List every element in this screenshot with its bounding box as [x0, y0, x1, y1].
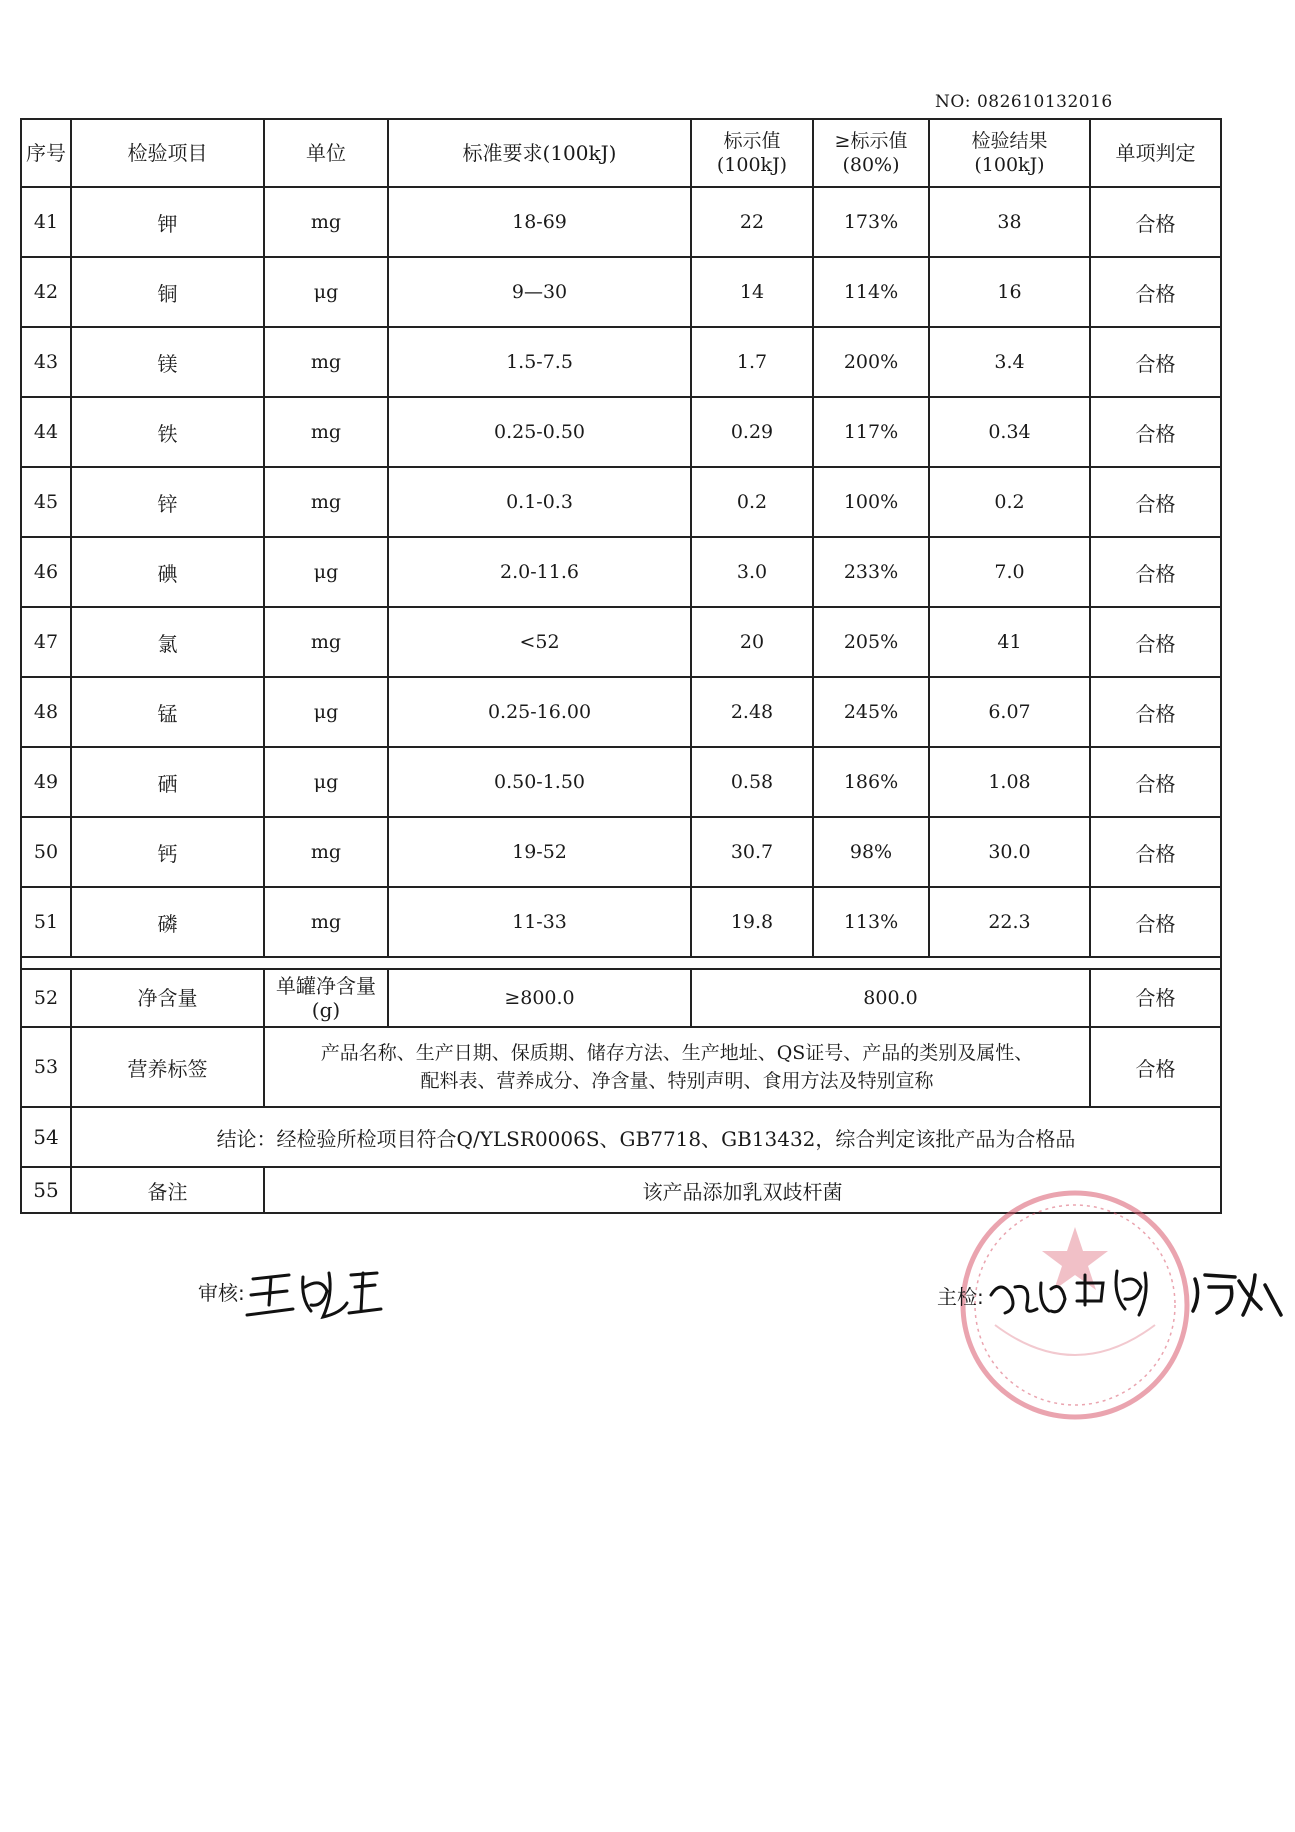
cell-standard: 2.0-11.6 — [388, 537, 691, 607]
table-row — [21, 887, 1221, 957]
cell-seq: 44 — [21, 397, 71, 467]
cell-standard: <52 — [388, 607, 691, 677]
cell-seq: 43 — [21, 327, 71, 397]
gap-cell — [21, 957, 1221, 969]
cell-unit: mg — [264, 887, 388, 957]
table-row — [21, 397, 1221, 467]
cell-label-value: 1.7 — [691, 327, 813, 397]
cell-judgement: 合格 — [1090, 747, 1221, 817]
cell-judgement: 合格 — [1090, 537, 1221, 607]
cell-ratio: 114% — [813, 257, 929, 327]
cell-label-value: 0.2 — [691, 467, 813, 537]
cell-item: 碘 — [71, 537, 264, 607]
nutrition-label-line1: 产品名称、生产日期、保质期、储存方法、生产地址、QS证号、产品的类别及属性、 — [320, 1042, 1034, 1064]
cell-standard: 0.25-16.00 — [388, 677, 691, 747]
cell-result: 16 — [929, 257, 1090, 327]
cell-standard: 9—30 — [388, 257, 691, 327]
cell-label-value: 0.29 — [691, 397, 813, 467]
header-seq: 序号 — [21, 119, 71, 187]
nutrition-label-item: 营养标签 — [71, 1027, 264, 1107]
conclusion-text: 结论：经检验所检项目符合Q/YLSR0006S、GB7718、GB13432，综合判定该批产品为合格品 — [71, 1107, 1221, 1167]
cell-ratio: 117% — [813, 397, 929, 467]
conclusion-row — [21, 1107, 1221, 1167]
cell-ratio: 173% — [813, 187, 929, 257]
cell-unit: mg — [264, 817, 388, 887]
nutrition-label-row — [21, 1027, 1221, 1107]
cell-seq: 48 — [21, 677, 71, 747]
header-label-value — [691, 119, 813, 187]
cell-unit: mg — [264, 467, 388, 537]
cell-label-value: 30.7 — [691, 817, 813, 887]
cell-unit: mg — [264, 327, 388, 397]
table-row — [21, 327, 1221, 397]
cell-judgement: 合格 — [1090, 397, 1221, 467]
cell-unit: μg — [264, 677, 388, 747]
cell-result: 6.07 — [929, 677, 1090, 747]
cell-judgement: 合格 — [1090, 327, 1221, 397]
nutrition-label-seq: 53 — [21, 1027, 71, 1107]
cell-label-value: 14 — [691, 257, 813, 327]
cell-item: 铁 — [71, 397, 264, 467]
header-item: 检验项目 — [71, 119, 264, 187]
cell-label-value: 22 — [691, 187, 813, 257]
cell-result: 41 — [929, 607, 1090, 677]
cell-item: 铜 — [71, 257, 264, 327]
cell-judgement: 合格 — [1090, 817, 1221, 887]
header-label-value-line1: 标示值 — [723, 130, 781, 152]
header-unit: 单位 — [264, 119, 388, 187]
header-result — [929, 119, 1090, 187]
cell-result: 22.3 — [929, 887, 1090, 957]
cell-judgement: 合格 — [1090, 677, 1221, 747]
table-row — [21, 187, 1221, 257]
cell-standard: 18-69 — [388, 187, 691, 257]
reviewer-signature — [245, 1265, 385, 1325]
remark-label: 备注 — [71, 1167, 264, 1213]
cell-ratio: 186% — [813, 747, 929, 817]
cell-standard: 0.50-1.50 — [388, 747, 691, 817]
cell-label-value: 2.48 — [691, 677, 813, 747]
cell-result: 30.0 — [929, 817, 1090, 887]
remark-seq: 55 — [21, 1167, 71, 1213]
cell-standard: 0.25-0.50 — [388, 397, 691, 467]
header-judgement: 单项判定 — [1090, 119, 1221, 187]
cell-judgement: 合格 — [1090, 257, 1221, 327]
cell-unit: μg — [264, 257, 388, 327]
signature-area — [0, 1265, 1295, 1405]
cell-result: 0.34 — [929, 397, 1090, 467]
cell-item: 硒 — [71, 747, 264, 817]
header-label-value-line2: (100kJ) — [716, 154, 788, 176]
header-standard: 标准要求(100kJ) — [388, 119, 691, 187]
cell-ratio: 233% — [813, 537, 929, 607]
cell-result: 3.4 — [929, 327, 1090, 397]
cell-seq: 46 — [21, 537, 71, 607]
cell-standard: 11-33 — [388, 887, 691, 957]
review-label: 审核: — [198, 1281, 245, 1305]
table-row — [21, 257, 1221, 327]
cell-item: 氯 — [71, 607, 264, 677]
net-content-unit — [264, 969, 388, 1027]
cell-seq: 41 — [21, 187, 71, 257]
inspection-table — [20, 118, 1222, 1214]
cell-judgement: 合格 — [1090, 607, 1221, 677]
cell-item: 锌 — [71, 467, 264, 537]
table-gap-row — [21, 957, 1221, 969]
table-row — [21, 817, 1221, 887]
cell-ratio: 245% — [813, 677, 929, 747]
cell-item: 钾 — [71, 187, 264, 257]
cell-unit: mg — [264, 397, 388, 467]
table-row — [21, 607, 1221, 677]
cell-item: 磷 — [71, 887, 264, 957]
header-result-line1: 检验结果 — [971, 130, 1048, 152]
cell-item: 镁 — [71, 327, 264, 397]
table-row — [21, 467, 1221, 537]
cell-standard: 1.5-7.5 — [388, 327, 691, 397]
report-number: NO: 082610132016 — [935, 92, 1113, 112]
net-content-row — [21, 969, 1221, 1027]
net-content-unit-line1: 单罐净含量 — [276, 974, 376, 998]
cell-result: 1.08 — [929, 747, 1090, 817]
cell-judgement: 合格 — [1090, 187, 1221, 257]
cell-label-value: 19.8 — [691, 887, 813, 957]
header-result-line2: (100kJ) — [974, 154, 1045, 176]
cell-seq: 50 — [21, 817, 71, 887]
net-content-standard: ≥800.0 — [388, 969, 691, 1027]
cell-unit: mg — [264, 607, 388, 677]
cell-seq: 45 — [21, 467, 71, 537]
cell-ratio: 200% — [813, 327, 929, 397]
header-ratio — [813, 119, 929, 187]
cell-seq: 47 — [21, 607, 71, 677]
cell-item: 锰 — [71, 677, 264, 747]
net-content-judgement: 合格 — [1090, 969, 1221, 1027]
cell-label-value: 20 — [691, 607, 813, 677]
cell-seq: 49 — [21, 747, 71, 817]
cell-judgement: 合格 — [1090, 887, 1221, 957]
cell-seq: 51 — [21, 887, 71, 957]
cell-standard: 19-52 — [388, 817, 691, 887]
chief-inspector-signatures — [985, 1265, 1285, 1325]
cell-standard: 0.1-0.3 — [388, 467, 691, 537]
net-content-result: 800.0 — [691, 969, 1090, 1027]
chief-inspector-label: 主检: — [937, 1285, 984, 1309]
cell-ratio: 100% — [813, 467, 929, 537]
cell-result: 7.0 — [929, 537, 1090, 607]
cell-seq: 42 — [21, 257, 71, 327]
table-row — [21, 537, 1221, 607]
remark-text: 该产品添加乳双歧杆菌 — [264, 1167, 1221, 1213]
cell-item: 钙 — [71, 817, 264, 887]
cell-label-value: 3.0 — [691, 537, 813, 607]
cell-unit: μg — [264, 747, 388, 817]
cell-label-value: 0.58 — [691, 747, 813, 817]
net-content-item: 净含量 — [71, 969, 264, 1027]
conclusion-seq: 54 — [21, 1107, 71, 1167]
cell-ratio: 205% — [813, 607, 929, 677]
nutrition-label-requirements — [264, 1027, 1090, 1107]
cell-unit: μg — [264, 537, 388, 607]
cell-result: 38 — [929, 187, 1090, 257]
cell-unit: mg — [264, 187, 388, 257]
cell-result: 0.2 — [929, 467, 1090, 537]
nutrition-label-line2: 配料表、营养成分、净含量、特别声明、食用方法及特别宣称 — [420, 1070, 934, 1092]
net-content-unit-line2: (g) — [311, 998, 341, 1022]
cell-ratio: 98% — [813, 817, 929, 887]
table-row — [21, 747, 1221, 817]
table-header-row — [21, 119, 1221, 187]
header-ratio-line2: (80%) — [842, 154, 900, 176]
net-content-seq: 52 — [21, 969, 71, 1027]
header-ratio-line1: ≥标示值 — [834, 130, 908, 152]
nutrition-label-judgement: 合格 — [1090, 1027, 1221, 1107]
cell-ratio: 113% — [813, 887, 929, 957]
table-row — [21, 677, 1221, 747]
cell-judgement: 合格 — [1090, 467, 1221, 537]
